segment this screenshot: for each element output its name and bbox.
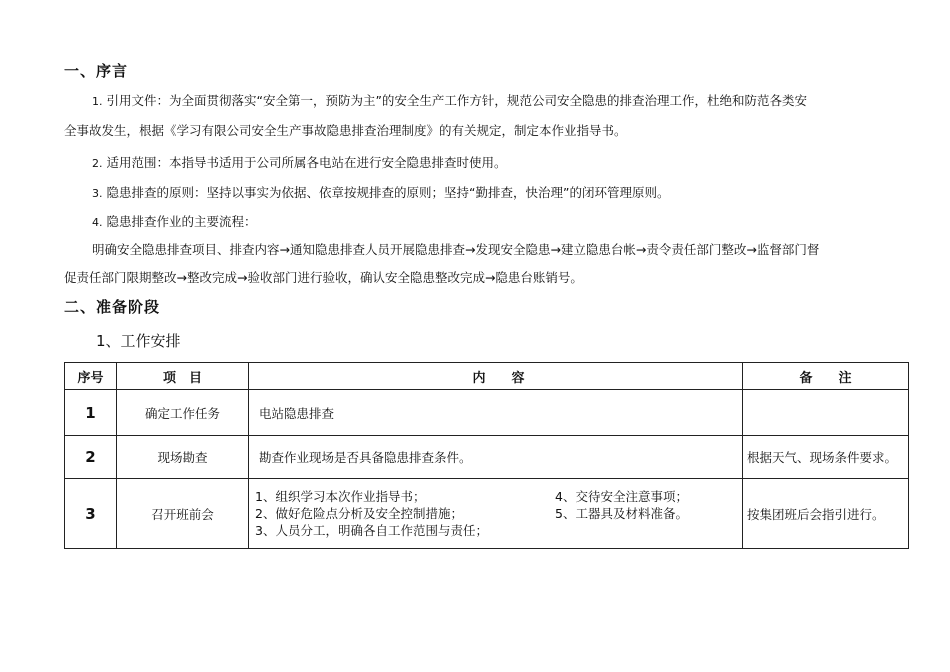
- row-content: 电站隐患排查: [249, 390, 743, 436]
- content-line: 5、工器具及材料准备。: [555, 506, 688, 521]
- row-note: [743, 390, 909, 436]
- section-title-preparation: 二、准备阶段: [64, 298, 161, 316]
- row-note: 按集团班后会指引进行。: [743, 479, 909, 549]
- row-content: [249, 479, 743, 549]
- content-line: 1、组织学习本次作业指导书；: [255, 489, 426, 504]
- header-item: 项 目: [117, 363, 249, 390]
- table-row: [65, 436, 909, 479]
- item-number: 3.: [92, 187, 103, 200]
- row-note: 根据天气、现场条件要求。: [743, 436, 909, 479]
- content-right-column: [555, 488, 688, 539]
- table-header-row: [65, 363, 909, 390]
- row-item: 召开班前会: [117, 479, 249, 549]
- content-columns: [255, 488, 738, 539]
- row-item: 现场勘查: [117, 436, 249, 479]
- paragraph-item-1-cont: 全事故发生，根据《学习有限公司安全生产事故隐患排查治理制度》的有关规定，制定本作业指导书。: [64, 123, 627, 138]
- paragraph-item-3: [92, 183, 669, 204]
- content-line: 3、人员分工，明确各自工作范围与责任；: [255, 523, 488, 538]
- table-row: [65, 479, 909, 549]
- paragraph-item-2: [92, 153, 507, 174]
- item-text: 隐患排查作业的主要流程：: [106, 214, 257, 229]
- content-left-column: [255, 488, 555, 539]
- item-number: 2.: [92, 157, 103, 170]
- item-text: 隐患排查的原则：坚持以事实为依据、依章按规排查的原则；坚持“勤排查，快治理”的闭环管理原则。: [106, 185, 670, 200]
- header-content: 内 容: [249, 363, 743, 390]
- paragraph-item-4: [92, 212, 257, 233]
- row-seq: 1: [65, 390, 117, 436]
- flow-line-2: 促责任部门限期整改→整改完成→验收部门进行验收，确认安全隐患整改完成→隐患台账销号。: [64, 270, 583, 285]
- item-text: 引用文件：为全面贯彻落实“安全第一，预防为主”的安全生产工作方针，规范公司安全隐患的排查治理工作，杜绝和防范各类安: [106, 93, 807, 108]
- header-seq: 序号: [65, 363, 117, 390]
- content-line: 4、交待安全注意事项；: [555, 489, 688, 504]
- row-content: 勘查作业现场是否具备隐患排查条件。: [249, 436, 743, 479]
- header-note: 备 注: [743, 363, 909, 390]
- work-arrangement-table: [64, 362, 909, 549]
- section-title-preface: 一、序言: [64, 62, 129, 80]
- row-seq: 2: [65, 436, 117, 479]
- paragraph-item-1: [92, 91, 807, 112]
- item-number: 4.: [92, 216, 103, 229]
- item-text: 适用范围：本指导书适用于公司所属各电站在进行安全隐患排查时使用。: [106, 155, 507, 170]
- subsection-title-work-arrangement: 1、工作安排: [96, 332, 181, 350]
- row-item: 确定工作任务: [117, 390, 249, 436]
- table-row: [65, 390, 909, 436]
- flow-line-1: 明确安全隐患排查项目、排查内容→通知隐患排查人员开展隐患排查→发现安全隐患→建立隐患台帐→责令责任部门整改→监督部门督: [92, 242, 820, 257]
- row-seq: 3: [65, 479, 117, 549]
- content-line: 2、做好危险点分析及安全控制措施；: [255, 506, 463, 521]
- item-number: 1.: [92, 95, 103, 108]
